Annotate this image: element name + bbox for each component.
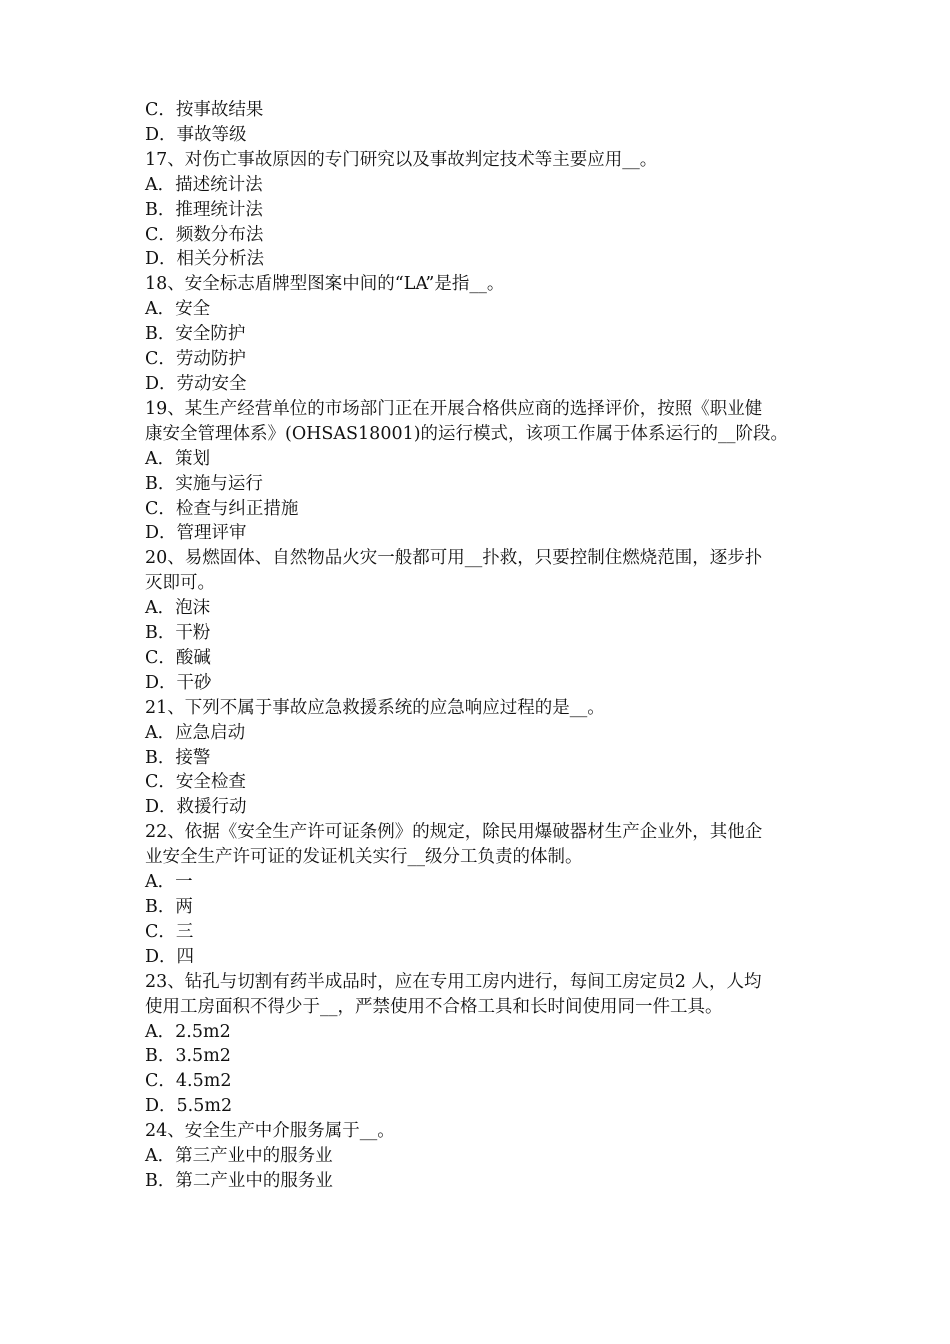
answer-option: B．推理统计法 — [145, 199, 263, 220]
question-text: 20、易燃固体、自然物品火灾一般都可用__扑救，只要控制住燃烧范围，逐步扑 — [145, 548, 763, 569]
answer-option: D．干砂 — [145, 672, 212, 693]
question-text: 18、安全标志盾牌型图案中间的“LA”是指__。 — [145, 274, 505, 295]
question-text: 17、对伤亡事故原因的专门研究以及事故判定技术等主要应用__。 — [145, 149, 658, 170]
answer-option: B．实施与运行 — [145, 473, 263, 494]
answer-option: C．安全检查 — [145, 772, 246, 793]
question-text: 使用工房面积不得少于__，严禁使用不合格工具和长时间使用同一件工具。 — [145, 996, 723, 1017]
answer-option: A．第三产业中的服务业 — [145, 1146, 333, 1167]
answer-option: D．劳动安全 — [145, 373, 247, 394]
document-body — [145, 98, 817, 1194]
answer-option: D．管理评审 — [145, 523, 247, 544]
question-text: 23、钻孔与切割有药半成品时，应在专用工房内进行，每间工房定员2 人，人均 — [145, 971, 762, 992]
answer-option: B．第二产业中的服务业 — [145, 1170, 333, 1191]
answer-option: A．描述统计法 — [145, 174, 263, 195]
answer-option: B．两 — [145, 897, 193, 917]
question-text: 24、安全生产中介服务属于__。 — [145, 1121, 395, 1142]
answer-option: D．事故等级 — [145, 124, 247, 145]
answer-option: A．应急启动 — [145, 722, 246, 743]
answer-option: A．安全 — [145, 299, 211, 320]
answer-option: D．5.5m2 — [145, 1096, 233, 1117]
answer-option: C．检查与纠正措施 — [145, 498, 299, 519]
question-text: 22、依据《安全生产许可证条例》的规定，除民用爆破器材生产企业外，其他企 — [145, 822, 763, 843]
question-text: 灭即可。 — [145, 573, 215, 594]
answer-option: C．频数分布法 — [145, 224, 264, 245]
answer-option: A．策划 — [145, 448, 211, 469]
answer-option: B．接警 — [145, 747, 211, 768]
answer-option: A．泡沫 — [145, 598, 211, 619]
answer-option: C．酸碱 — [145, 647, 211, 668]
answer-option: D．救援行动 — [145, 797, 247, 818]
answer-option: B．3.5m2 — [145, 1046, 231, 1067]
answer-option: A．一 — [145, 872, 193, 893]
answer-option: B．安全防护 — [145, 324, 246, 345]
answer-option: D．相关分析法 — [145, 249, 265, 270]
answer-option: A．2.5m2 — [145, 1021, 231, 1042]
answer-option: C．按事故结果 — [145, 100, 264, 120]
answer-option: C．4.5m2 — [145, 1071, 232, 1092]
answer-option: C．三 — [145, 921, 194, 942]
question-text: 19、某生产经营单位的市场部门正在开展合格供应商的选择评价，按照《职业健 — [145, 398, 763, 419]
question-text: 21、下列不属于事故应急救援系统的应急响应过程的是__。 — [145, 697, 605, 718]
answer-option: C．劳动防护 — [145, 349, 246, 370]
answer-option: B．干粉 — [145, 623, 211, 644]
answer-option: D．四 — [145, 946, 195, 967]
question-text: 康安全管理体系》(OHSAS18001)的运行模式，该项工作属于体系运行的__阶段。 — [145, 423, 789, 444]
question-text: 业安全生产许可证的发证机关实行__级分工负责的体制。 — [145, 847, 583, 868]
